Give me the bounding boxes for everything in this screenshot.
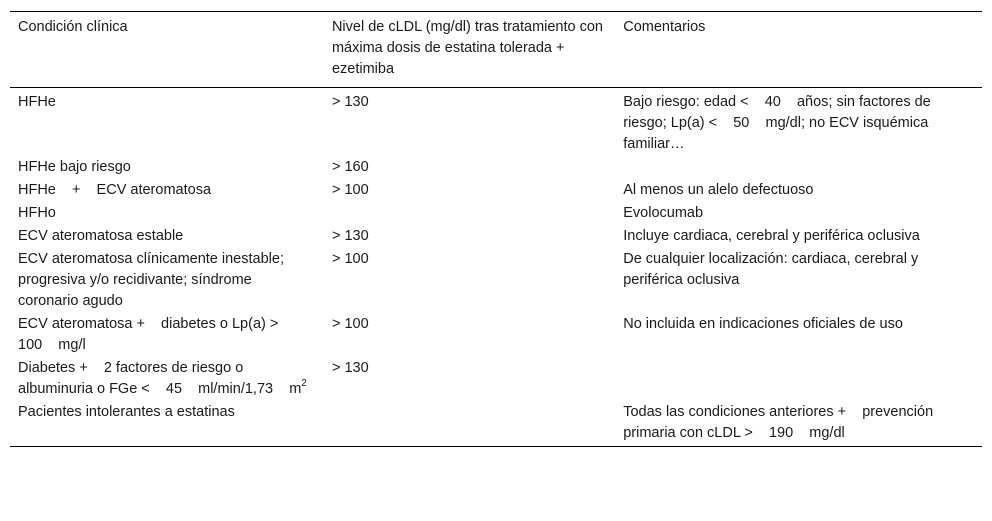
cell-condition: ECV ateromatosa clínicamente inestable; progresiva y/o recidivante; síndrome coronario agudo [18, 251, 289, 309]
cell-condition-text: Diabetes + 2 factores de riesgo o albuminuria o FGe < 45 ml/min/1,73 m [18, 360, 302, 397]
cell-cldl: > 130 [331, 360, 369, 376]
cell-comment: De cualquier localización: cardiaca, cerebral y periférica oclusiva [623, 251, 923, 288]
superscript-exponent: 2 [301, 378, 307, 390]
table-row [10, 358, 982, 402]
cell-cldl: > 100 [331, 251, 369, 267]
header-nivel-cldl: Nivel de cLDL (mg/dl) tras tratamiento con máxima dosis de estatina tolerada + ezetimiba [331, 19, 608, 77]
lipid-target-table [10, 11, 982, 447]
cell-comment: Todas las condiciones anteriores + prevención primaria con cLDL > 190 mg/dl [623, 404, 938, 441]
cell-condition: HFHe bajo riesgo [18, 159, 131, 175]
cell-condition: ECV ateromatosa + diabetes o Lp(a) > 100 mg/l [18, 316, 295, 353]
cell-comment [615, 358, 982, 402]
cell-cldl: > 130 [331, 94, 369, 110]
cell-comment: No incluida en indicaciones oficiales de uso [623, 316, 903, 332]
cell-comment: Bajo riesgo: edad < 40 años; sin factores de riesgo; Lp(a) < 50 mg/dl; no ECV isquémica familiar… [623, 94, 935, 152]
cell-comment [615, 157, 982, 180]
header-condicion-clinica: Condición clínica [18, 19, 128, 35]
table-row [10, 180, 982, 203]
table-row [10, 157, 982, 180]
cell-cldl: > 100 [331, 182, 369, 198]
table-row [10, 226, 982, 249]
cell-cldl: > 130 [331, 228, 369, 244]
cell-cldl [324, 203, 615, 226]
table-header-row [10, 12, 982, 88]
table-row [10, 402, 982, 447]
cell-cldl [324, 402, 615, 447]
cell-comment: Al menos un alelo defectuoso [623, 182, 814, 198]
cell-cldl: > 100 [331, 316, 369, 332]
cell-condition: HFHe + ECV ateromatosa [18, 182, 212, 198]
table-row [10, 249, 982, 314]
table-row [10, 314, 982, 358]
table-row [10, 203, 982, 226]
cell-condition: HFHo [18, 205, 56, 221]
table-row [10, 88, 982, 158]
cell-condition: Pacientes intolerantes a estatinas [18, 404, 235, 420]
cell-comment: Incluye cardiaca, cerebral y periférica oclusiva [623, 228, 920, 244]
cell-condition: HFHe [18, 94, 56, 110]
cell-cldl: > 160 [331, 159, 369, 175]
cell-comment: Evolocumab [623, 205, 704, 221]
cell-condition [10, 358, 324, 402]
header-comentarios: Comentarios [623, 19, 706, 35]
cell-condition: ECV ateromatosa estable [18, 228, 184, 244]
